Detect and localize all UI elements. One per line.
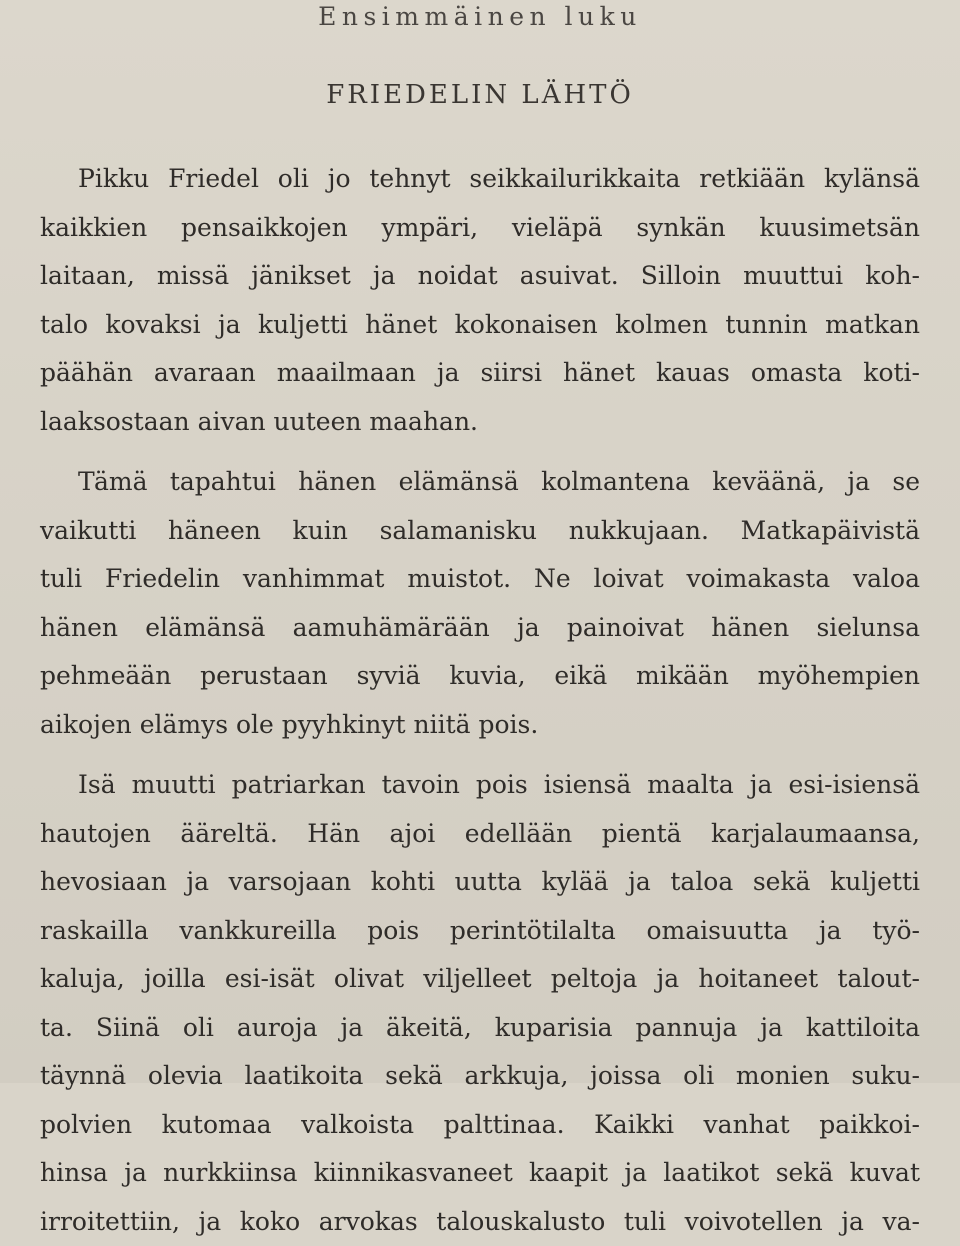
text-line: hinsa ja nurkkiinsa kiinnikasvaneet kaapit ja laatikot sekä kuvat [40,1149,920,1198]
body-text [40,155,920,1246]
chapter-title: FRIEDELIN LÄHTÖ [0,80,960,110]
text-line: täynnä olevia laatikoita sekä arkkuja, joissa oli monien suku- [40,1052,920,1101]
text-line: laaksostaan aivan uuteen maahan. [40,398,920,447]
text-line: Tämä tapahtui hänen elämänsä kolmantena keväänä, ja se [40,458,920,507]
text-line: raskailla vankkureilla pois perintötilalta omaisuutta ja työ- [40,907,920,956]
paragraph-2 [40,458,920,749]
chapter-label: Ensimmäinen luku [0,2,960,31]
text-line: Isä muutti patriarkan tavoin pois isiensä maalta ja esi-isiensä [40,761,920,810]
text-line: hevosiaan ja varsojaan kohti uutta kylää ja taloa sekä kuljetti [40,858,920,907]
paragraph-1 [40,155,920,446]
text-line: tuli Friedelin vanhimmat muistot. Ne loivat voimakasta valoa [40,555,920,604]
text-line: ta. Siinä oli auroja ja äkeitä, kuparisia pannuja ja kattiloita [40,1004,920,1053]
text-line: pehmeään perustaan syviä kuvia, eikä mikään myöhempien [40,652,920,701]
text-line: hautojen ääreltä. Hän ajoi edellään pientä karjalaumaansa, [40,810,920,859]
text-line: päähän avaraan maailmaan ja siirsi hänet kauas omasta koti- [40,349,920,398]
paragraph-spacer [40,749,920,761]
paragraph-3 [40,761,920,1246]
text-line: laitaan, missä jänikset ja noidat asuivat. Silloin muuttui koh- [40,252,920,301]
text-line: vaikutti häneen kuin salamanisku nukkujaan. Matkapäivistä [40,507,920,556]
text-line: kaluja, joilla esi-isät olivat viljelleet peltoja ja hoitaneet talout- [40,955,920,1004]
text-line: talo kovaksi ja kuljetti hänet kokonaisen kolmen tunnin matkan [40,301,920,350]
text-line: hänen elämänsä aamuhämärään ja painoivat hänen sielunsa [40,604,920,653]
text-line: polvien kutomaa valkoista palttinaa. Kaikki vanhat paikkoi- [40,1101,920,1150]
text-line: kaikkien pensaikkojen ympäri, vieläpä synkän kuusimetsän [40,204,920,253]
paragraph-spacer [40,446,920,458]
text-line: aikojen elämys ole pyyhkinyt niitä pois. [40,701,920,750]
text-line: Pikku Friedel oli jo tehnyt seikkailurikkaita retkiään kylänsä [40,155,920,204]
text-line: irroitettiin, ja koko arvokas talouskalusto tuli voivotellen ja va- [40,1198,920,1246]
